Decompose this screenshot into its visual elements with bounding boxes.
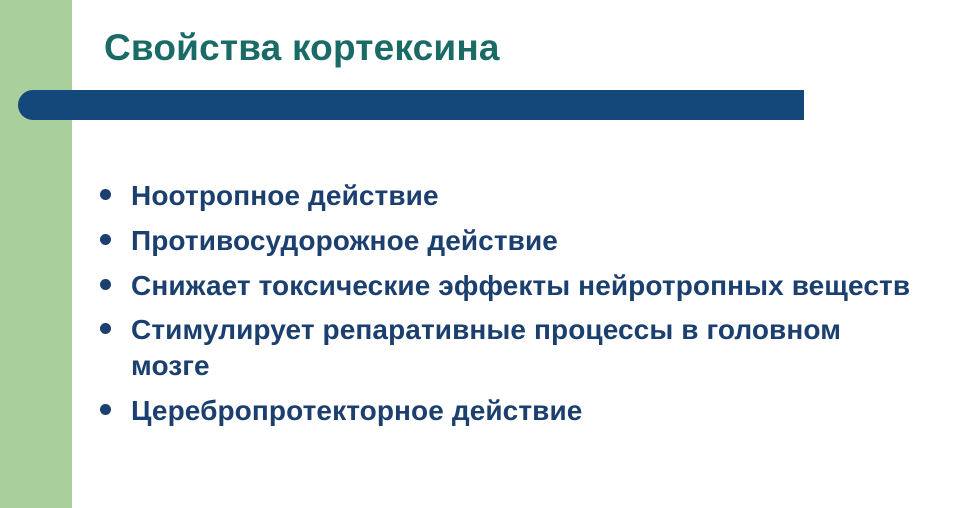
left-decorative-band xyxy=(0,0,72,508)
list-item xyxy=(100,393,920,429)
bullet-dot-icon xyxy=(100,279,111,290)
list-item-label: Стимулирует репаративные процессы в головном мозге xyxy=(131,314,842,382)
list-item-label: Ноотропное действие xyxy=(131,180,439,211)
list-item-label: Снижает токсические эффекты нейротропных веществ xyxy=(131,269,911,301)
list-item xyxy=(100,268,920,304)
bullet-list xyxy=(100,178,920,438)
page-title: Свойства кортексина xyxy=(104,27,500,68)
list-item-label: Церебропротекторное действие xyxy=(131,395,583,427)
bullet-dot-icon xyxy=(100,234,111,245)
list-item xyxy=(100,178,920,214)
list-item xyxy=(100,223,920,259)
bullet-dot-icon xyxy=(100,404,111,415)
list-item xyxy=(100,312,920,384)
bullet-dot-icon xyxy=(100,189,111,200)
bullet-dot-icon xyxy=(100,323,111,334)
list-item-label: Противосудорожное действие xyxy=(131,224,558,256)
title-accent-bar xyxy=(18,90,804,120)
